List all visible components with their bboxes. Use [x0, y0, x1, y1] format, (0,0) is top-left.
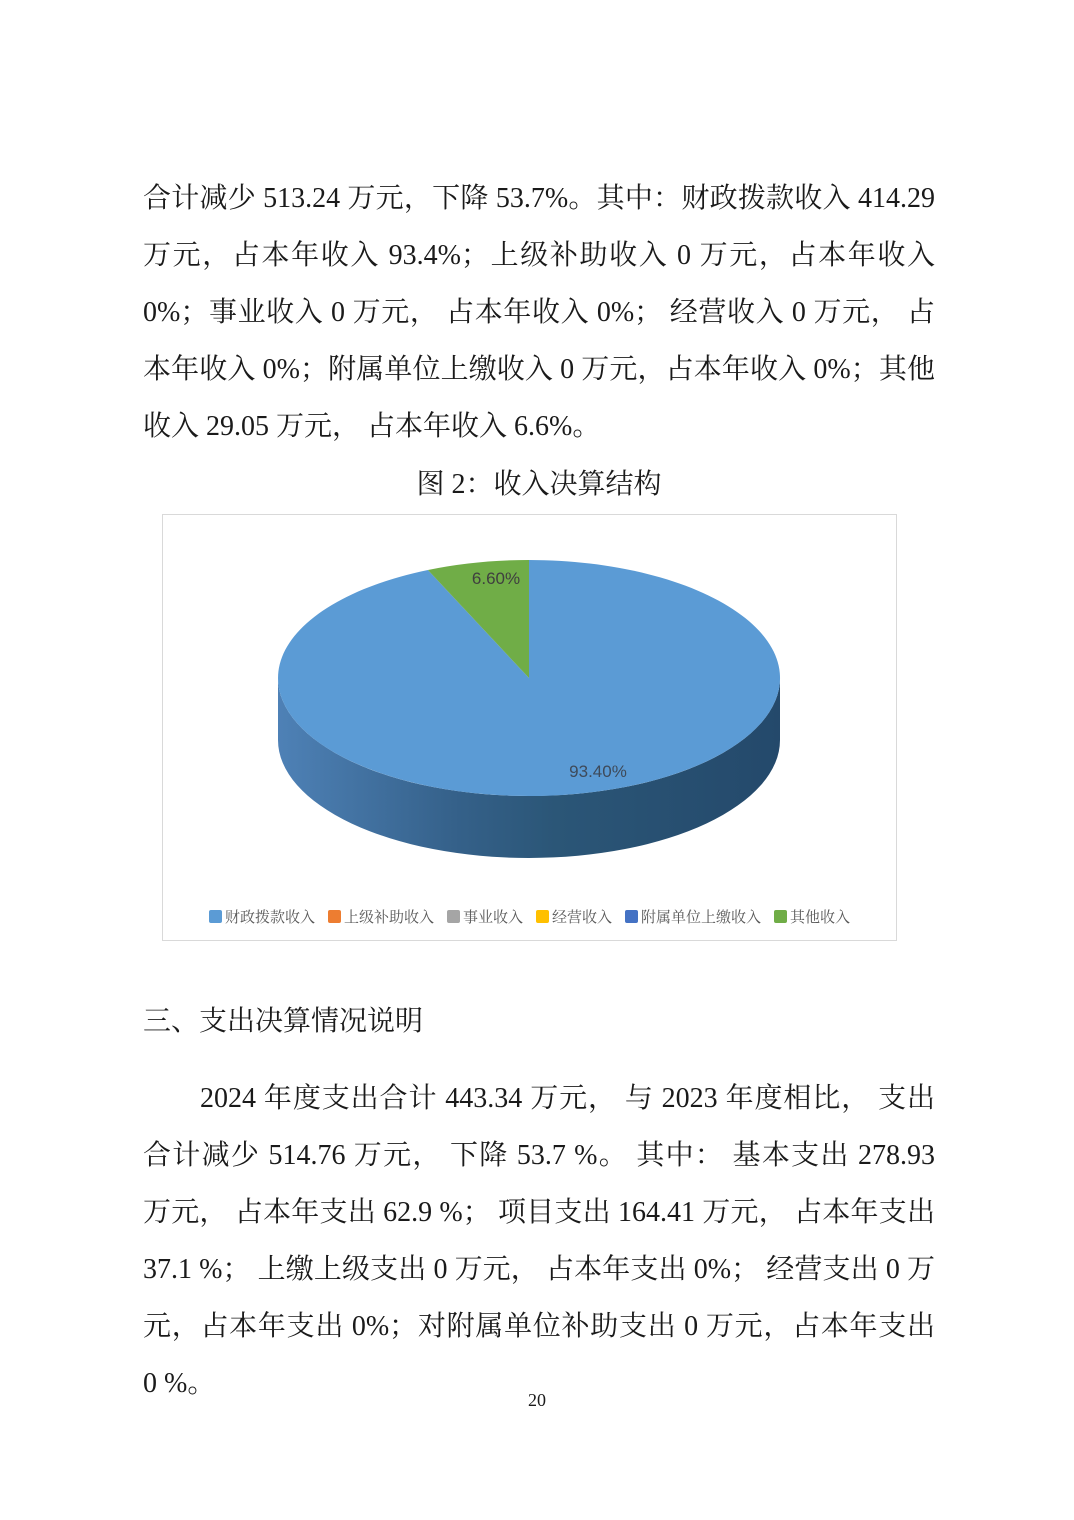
legend-item-2 [447, 906, 523, 927]
chart-legend [163, 906, 896, 927]
legend-label: 其他收入 [790, 909, 851, 926]
pie-slice-0 [278, 560, 780, 796]
legend-swatch-icon [625, 910, 638, 923]
figure-2-caption: 图 2：收入决算结构 [416, 469, 662, 500]
pie-label-other-income: 6.60% [471, 569, 521, 588]
section-heading: 三、支出决算情况说明 [143, 1006, 424, 1037]
legend-item-4 [625, 906, 761, 927]
pie-3d [163, 515, 896, 885]
income-pie-chart [162, 514, 897, 941]
legend-item-0 [209, 906, 315, 927]
legend-item-1 [328, 906, 434, 927]
legend-swatch-icon [447, 910, 460, 923]
legend-item-3 [536, 906, 612, 927]
pie-label-fiscal-income: 93.40% [569, 762, 627, 781]
expenditure-paragraph: 2024 年度支出合计 443.34 万元， 与 2023 年度相比， 支出合计减少 514.76 万元， 下降 53.7 %。 其中： 基本支出 278.93 万元， 占本年支出 62.9 %； 项目支出 164.41 万元， 占本年支出 37.1 %； 上缴上级支出 0 万元， 占本年支出 0%； 经营支出 0 万元，占本年支出 0%；对附属单位补助支出 0 万元，占本年支出 0 %。 [143, 1083, 935, 1399]
income-paragraph: 合计减少 513.24 万元，下降 53.7%。其中：财政拨款收入 414.29 万元，占本年收入 93.4%；上级补助收入 0 万元，占本年收入 0%；事业收入 0 万元， 占本年收入 0%； 经营收入 0 万元， 占本年收入 0%；附属单位上缴收入 0 万元，占本年收入 0%；其他收入 29.05 万元， 占本年收入 6.6%。 [143, 183, 935, 442]
legend-swatch-icon [209, 910, 222, 923]
legend-swatch-icon [536, 910, 549, 923]
legend-label: 上级补助收入 [343, 909, 434, 926]
legend-label: 财政拨款收入 [224, 909, 315, 926]
pie-slices [278, 560, 780, 796]
legend-label: 附属单位上缴收入 [641, 909, 762, 926]
legend-swatch-icon [774, 910, 787, 923]
legend-label: 事业收入 [462, 909, 523, 926]
page-number: 20 [528, 1390, 546, 1410]
legend-item-5 [774, 906, 850, 927]
legend-label: 经营收入 [552, 909, 613, 926]
legend-swatch-icon [328, 910, 341, 923]
